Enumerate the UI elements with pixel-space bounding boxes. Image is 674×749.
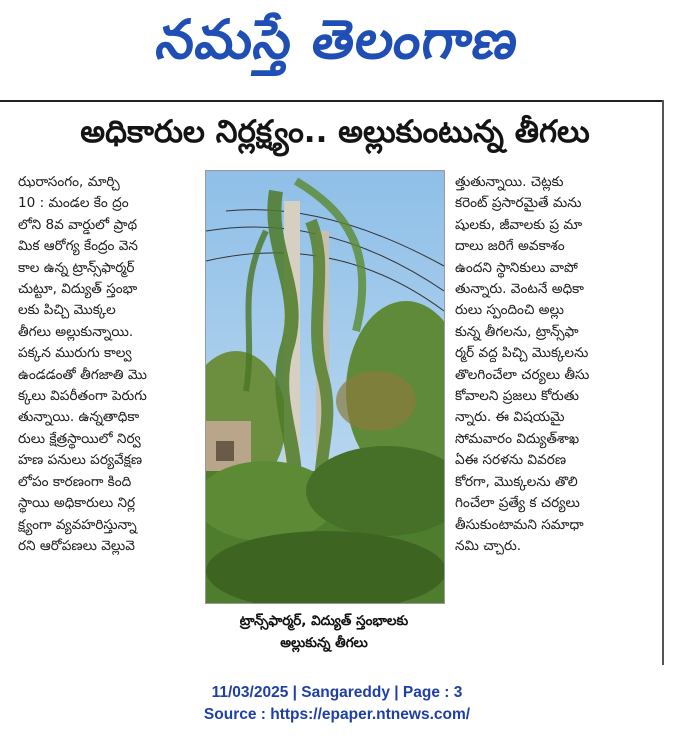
article-headline: అధికారుల నిర్లక్ష్యం.. అల్లుకుంటున్న తీగలు — [80, 113, 590, 150]
photo-caption-line1: ట్రాన్స్‌ఫార్మర్, విద్యుత్ స్తంభాలకు — [239, 613, 409, 629]
article-photo — [205, 170, 445, 604]
photo-caption — [205, 604, 443, 660]
headline-top-rule — [0, 100, 664, 102]
photo-caption-line2: అల్లుకున్న తీగలు — [280, 635, 368, 651]
page-footer — [0, 682, 674, 726]
footer-edition-info: 11/03/2025 | Sangareddy | Page : 3 — [211, 684, 463, 701]
article-body-left-column: ఝరాసంగం, మార్చి 10 : మండల కేం ద్రం లోని 8వ వార్డులో ప్రాథ మిక ఆరోగ్య కేంద్రం వెన కాల ఉన్న ట్రాన్స్‌ఫార్మర్ చుట్టూ, విద్యుత్ స్తంభా లకు పిచ్చి మొక్కల తీగలు అల్లుకున్నాయి. పక్కన మురుగు కాల్వ ఉండడంతో తీగజాతి మొ క్కలు విపరీతంగా పెరుగు తున్నాయి. ఉన్నతాధికా రులు క్షేత్రస్థాయిలో నిర్వ హణ పనులు పర్యవేక్షణ లోపం కారణంగా కింది స్థాయి అధికారులు నిర్ల క్ష్యంగా వ్యవహరిస్తున్నా రని ఆరోపణలు వెల్లువె — [18, 174, 147, 554]
masthead — [0, 0, 674, 92]
transformer-vines-photo-illustration — [206, 171, 444, 603]
footer-source-link[interactable]: Source : https://epaper.ntnews.com/ — [203, 706, 471, 723]
newspaper-logo-title: నమస్తే తెలంగాణ — [152, 7, 524, 71]
article-right-rule — [662, 100, 664, 665]
article-body-right-column: త్తుతున్నాయి. చెట్లకు కరెంట్ ప్రసారమైతే మను షులకు, జీవాలకు ప్ర మా దాలు జరిగే అవకాశం ఉందని స్థానికులు వాపో తున్నారు. వెంటనే అధికా రులు స్పందించి అల్లు కున్న తీగలను, ట్రాన్స్‌ఫా ర్మర్ వద్ద పిచ్చి మొక్కలను తొలగించేలా చర్యలు తీసు కోవాలని ప్రజలు కోరుతు న్నారు. ఈ విషయమై సోమవారం విద్యుత్‌శాఖ ఏఈ సరళను వివరణ కోరగా, మొక్కలను తొలి గించేలా ప్రత్యే క చర్యలు తీసుకుంటామని సమాధా నమి చ్చారు. — [455, 174, 590, 554]
